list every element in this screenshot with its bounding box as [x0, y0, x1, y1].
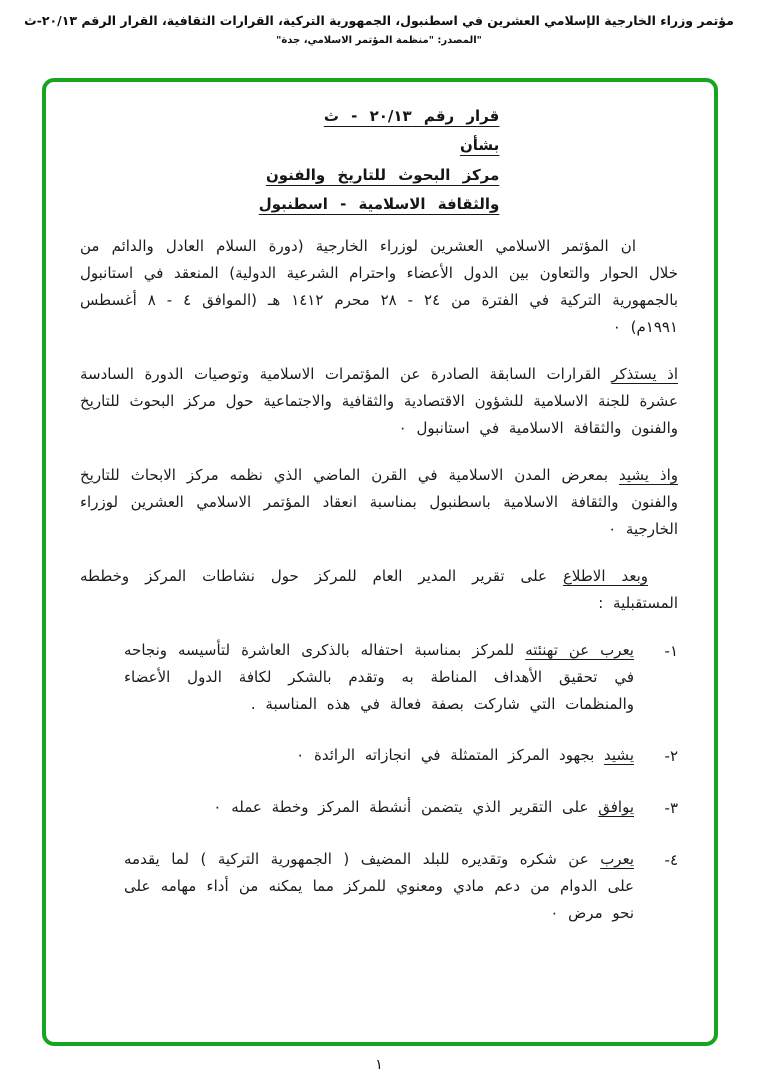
- resolution-item-3: [80, 794, 678, 822]
- page-number: ١: [375, 1057, 383, 1073]
- paragraph-text: على تقرير المدير العام للمركز حول نشاطات المركز وخططه المستقبلية :: [80, 567, 678, 612]
- paragraph-lead: اذ يستذكر: [611, 365, 678, 383]
- document-header: [0, 0, 758, 46]
- scanned-document-body: [46, 82, 714, 959]
- item-rest: على التقرير الذي يتضمن أنشطة المركز وخطة عمله ٠: [213, 798, 599, 816]
- item-number: ١-: [664, 642, 678, 660]
- resolution-title-wrap: [80, 102, 678, 219]
- item-number: ٣-: [664, 799, 678, 817]
- resolution-regarding-line: بشأن: [459, 136, 500, 155]
- green-border-frame: [42, 78, 718, 1046]
- item-text: [80, 742, 634, 770]
- resolution-title-block: [259, 102, 500, 219]
- item-rest: بجهود المركز المتمثلة في انجازاته الرائدة ٠: [296, 746, 605, 764]
- paragraph-text: ان المؤتمر الاسلامي العشرين لوزراء الخارجية (دورة السلام العادل والدائم من خلال الحوار والتعاون بين الدول الأعضاء واحترام الشرعية الدولية) المنعقد في استانبول بالجمهورية التركية في الفترة من ٢٤ - ٢٨ محرم ١٤١٢ هـ (الموافق ٤ - ٨ أغسطس ١٩٩١م) ٠: [80, 237, 679, 336]
- paragraph-preamble: [80, 233, 678, 341]
- paragraph-recalling: [80, 361, 678, 442]
- resolution-subject-line-2: والثقافة الاسلامية - اسطنبول: [258, 194, 500, 213]
- paragraph-commending: [80, 462, 678, 543]
- item-text: [80, 794, 634, 822]
- item-lead: يعرب عن تهنئته: [525, 641, 634, 659]
- item-number: ٢-: [664, 747, 678, 765]
- item-text: [124, 846, 634, 927]
- header-title: مؤتمر وزراء الخارجية الإسلامي العشرين في اسطنبول، الجمهورية التركية، القرارات الثقافية، القرار الرقم ٢٠/١٣-ث: [24, 13, 734, 28]
- header-source: "المصدر: "منظمة المؤتمر الاسلامي، جدة": [276, 35, 482, 46]
- item-lead: يوافق: [598, 798, 634, 816]
- paragraph-text: بمعرض المدن الاسلامية في القرن الماضي الذي نظمه مركز الابحاث للتاريخ والفنون والثقافة الاسلامية باسطنبول بمناسبة انعقاد المؤتمر الاسلامي العشرين لوزراء الخارجية ٠: [80, 466, 678, 538]
- paragraph-lead: واذ يشيد: [618, 466, 678, 484]
- paragraph-lead: وبعد الاطلاع: [562, 567, 648, 585]
- item-rest: عن شكره وتقديره للبلد المضيف ( الجمهورية التركية ) لما يقدمه على الدوام من دعم مادي ومعنوي للمركز مما يمكنه من أداء مهامه على نحو مرض ٠: [124, 850, 634, 922]
- item-lead: يشيد: [604, 746, 634, 764]
- paragraph-having-reviewed: [80, 563, 678, 617]
- resolution-item-2: [80, 742, 678, 770]
- resolution-number-line: قرار رقم ٢٠/١٣ - ث: [323, 107, 500, 125]
- item-number: ٤-: [664, 851, 678, 869]
- resolution-item-1: [80, 637, 678, 718]
- resolution-subject-line-1: مركز البحوث للتاريخ والفنون: [265, 165, 500, 184]
- item-lead: يعرب: [600, 850, 634, 868]
- item-text: [124, 637, 634, 718]
- resolution-item-4: [80, 846, 678, 927]
- resolution-items-list: [80, 637, 678, 927]
- paragraph-text: القرارات السابقة الصادرة عن المؤتمرات الاسلامية وتوصيات الدورة السادسة عشرة للجنة الاسلامية للشؤون الاقتصادية والثقافية والاجتماعية حول مركز البحوث للتاريخ والفنون والثقافة الاسلامية في استانبول ٠: [80, 365, 678, 437]
- item-rest: للمركز بمناسبة احتفاله بالذكرى العاشرة لتأسيسه ونجاحه في تحقيق الأهداف المناطة به وتقدم بالشكر لكافة الدول الأعضاء والمنظمات التي شاركت بصفة فعالة في هذه المناسبة .: [124, 641, 634, 713]
